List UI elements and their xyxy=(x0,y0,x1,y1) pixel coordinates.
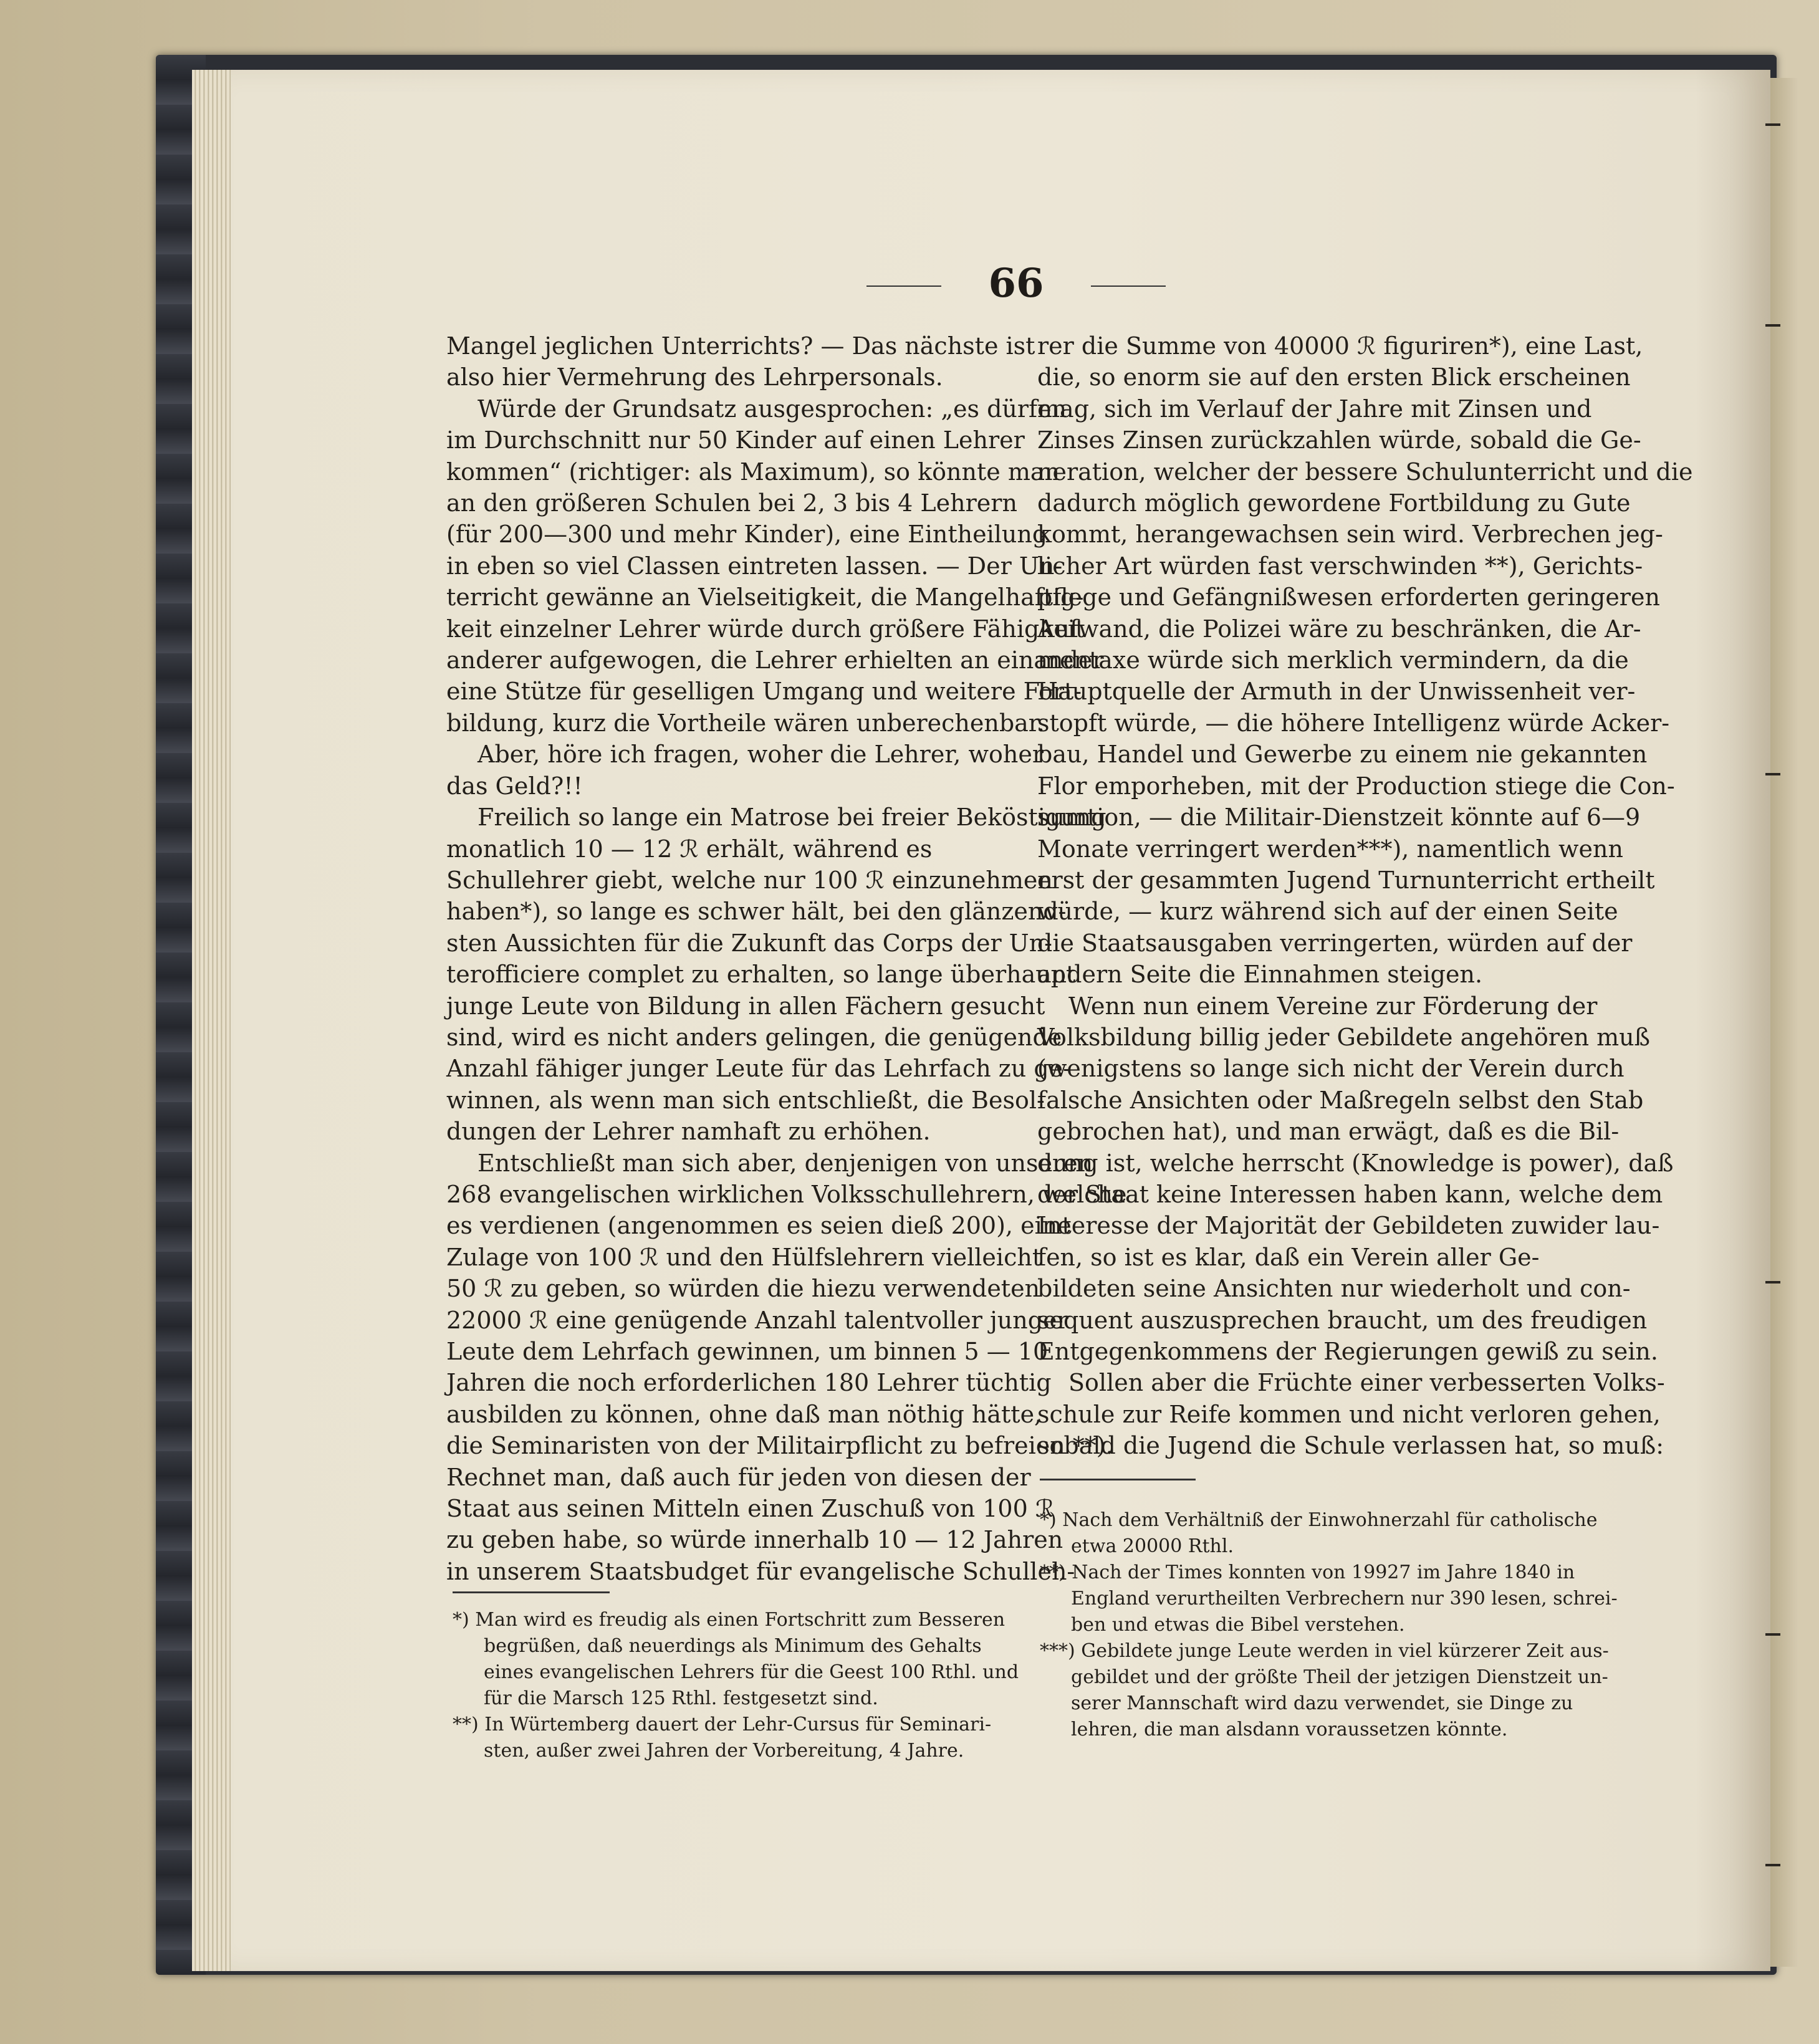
text-line: würde, — kurz während sich auf der einen Seite xyxy=(1037,898,1618,926)
edge-mark xyxy=(1765,1864,1780,1866)
text-line: terofficiere complet zu erhalten, so lange überhaupt xyxy=(446,961,1076,989)
footnote-line: *) Nach dem Verhältniß der Einwohnerzahl für catholische xyxy=(1040,1509,1598,1531)
text-line: dung ist, welche herrscht (Knowledge is power), daß xyxy=(1037,1149,1674,1177)
text-line: Volksbildung billig jeder Gebildete angehören muß xyxy=(1037,1023,1651,1051)
text-line: sobald die Jugend die Schule verlassen hat, so muß: xyxy=(1037,1432,1664,1460)
facing-page-edge xyxy=(1770,78,1798,1967)
text-line: eine Stütze für geselligen Umgang und weitere Fort- xyxy=(446,678,1082,706)
text-line: rer die Summe von 40000 ℛ figuriren*), eine Last, xyxy=(1037,332,1643,360)
left-footnotes xyxy=(453,1607,1019,1764)
text-line: sequent auszusprechen braucht, um des freudigen xyxy=(1037,1306,1648,1334)
text-line: Leute dem Lehrfach gewinnen, um binnen 5 — 10 xyxy=(446,1338,1049,1365)
text-line: bildung, kurz die Vortheile wären unberechenbar. xyxy=(446,709,1045,737)
text-line: Schullehrer giebt, welche nur 100 ℛ einzunehmen xyxy=(446,866,1053,894)
text-line: gebrochen hat), und man erwägt, daß es die Bil- xyxy=(1037,1118,1620,1146)
text-line: (wenigstens so lange sich nicht der Verein durch xyxy=(1037,1055,1625,1083)
text-line: Entschließt man sich aber, denjenigen von unseren xyxy=(478,1149,1093,1177)
footnote-line: ben und etwas die Bibel verstehen. xyxy=(1071,1614,1405,1636)
text-line: Wenn nun einem Vereine zur Förderung der xyxy=(1068,992,1598,1020)
edge-mark xyxy=(1765,324,1780,327)
text-line: Aber, höre ich fragen, woher die Lehrer, woher xyxy=(478,741,1044,769)
edge-mark xyxy=(1765,773,1780,775)
footnote-line: sten, außer zwei Jahren der Vorbereitung, 4 Jahre. xyxy=(484,1740,964,1762)
right-footnote-rule xyxy=(1040,1479,1196,1480)
text-line: zu geben habe, so würde innerhalb 10 — 12 Jahren xyxy=(446,1526,1063,1554)
text-line: Hauptquelle der Armuth in der Unwissenheit ver- xyxy=(1037,678,1636,706)
header-rule-right xyxy=(1091,285,1166,287)
left-text-column xyxy=(446,330,1127,1587)
text-line: Rechnet man, daß auch für jeden von diesen der xyxy=(446,1463,1031,1491)
text-line: in unserem Staatsbudget für evangelische Schulleh- xyxy=(446,1557,1075,1585)
footnote-line: England verurtheilten Verbrechern nur 390 lesen, schrei- xyxy=(1071,1588,1618,1610)
edge-mark xyxy=(1765,123,1780,126)
right-text-column xyxy=(1037,330,1693,1462)
text-line: an den größeren Schulen bei 2, 3 bis 4 Lehrern xyxy=(446,489,1017,517)
footnote-line: begrüßen, daß neuerdings als Minimum des Gehalts xyxy=(484,1635,982,1657)
gutter-shadow xyxy=(1696,70,1770,1971)
edge-mark xyxy=(1765,1281,1780,1283)
edge-mark xyxy=(1765,1633,1780,1636)
footnote-line: serer Mannschaft wird dazu verwendet, sie Dinge zu xyxy=(1071,1692,1573,1714)
text-line: kommt, herangewachsen sein wird. Verbrechen jeg- xyxy=(1037,521,1663,549)
text-line: ausbilden zu können, ohne daß man nöthig hätte, xyxy=(446,1400,1042,1428)
text-line: die Staatsausgaben verringerten, würden auf der xyxy=(1037,929,1633,957)
text-line: im Durchschnitt nur 50 Kinder auf einen Lehrer xyxy=(446,426,1025,454)
footnote-line: gebildet und der größte Theil der jetzigen Dienstzeit un- xyxy=(1071,1666,1608,1688)
text-line: schule zur Reife kommen und nicht verloren gehen, xyxy=(1037,1400,1661,1428)
text-line: der Staat keine Interessen haben kann, welche dem xyxy=(1037,1180,1663,1208)
text-line: Jahren die noch erforderlichen 180 Lehrer tüchtig xyxy=(446,1369,1052,1397)
page-edges xyxy=(192,70,236,1971)
text-line: haben*), so lange es schwer hält, bei den glänzend- xyxy=(446,898,1067,926)
footnote-line: etwa 20000 Rthl. xyxy=(1071,1535,1234,1557)
text-line: winnen, als wenn man sich entschließt, die Besol- xyxy=(446,1086,1045,1114)
text-line: junge Leute von Bildung in allen Fächern gesucht xyxy=(446,992,1045,1020)
text-line: sumtion, — die Militair-Dienstzeit könnte auf 6—9 xyxy=(1037,804,1641,832)
text-line: licher Art würden fast verschwinden **), Gerichts- xyxy=(1037,552,1643,580)
text-line: dadurch möglich gewordene Fortbildung zu Gute xyxy=(1037,489,1631,517)
page-header xyxy=(866,262,1166,305)
page-number: 66 xyxy=(988,260,1044,307)
text-line: sind, wird es nicht anders gelingen, die genügende xyxy=(446,1023,1062,1051)
text-line: keit einzelner Lehrer würde durch größere Fähigkeit xyxy=(446,615,1085,643)
left-footnote-rule xyxy=(453,1591,610,1593)
text-line: Aufwand, die Polizei wäre zu beschränken, die Ar- xyxy=(1037,615,1641,643)
text-line: Anzahl fähiger junger Leute für das Lehrfach zu ge- xyxy=(446,1055,1072,1083)
text-line: mentaxe würde sich merklich vermindern, da die xyxy=(1037,646,1629,674)
text-line: in eben so viel Classen eintreten lassen. — Der Un- xyxy=(446,552,1063,580)
text-line: 268 evangelischen wirklichen Volksschullehrern, welche xyxy=(446,1180,1127,1208)
footnote-line: lehren, die man alsdann voraussetzen könnte. xyxy=(1071,1719,1508,1740)
text-line: das Geld?!! xyxy=(446,772,583,800)
footnote-line: *) Man wird es freudig als einen Fortschritt zum Besseren xyxy=(453,1609,1005,1631)
text-line: sten Aussichten für die Zukunft das Corps der Un- xyxy=(446,929,1053,957)
text-line: (für 200—300 und mehr Kinder), eine Eintheilung xyxy=(446,521,1048,549)
text-line: Zulage von 100 ℛ und den Hülfslehrern vielleicht xyxy=(446,1243,1042,1271)
footnote-line: eines evangelischen Lehrers für die Geest 100 Rthl. und xyxy=(484,1661,1019,1683)
text-line: die, so enorm sie auf den ersten Blick erscheinen xyxy=(1037,363,1631,391)
footnote-line: für die Marsch 125 Rthl. festgesetzt sind. xyxy=(484,1687,878,1709)
text-line: mag, sich im Verlauf der Jahre mit Zinsen und xyxy=(1037,395,1592,423)
text-line: stopft würde, — die höhere Intelligenz würde Acker- xyxy=(1037,709,1670,737)
text-line: Sollen aber die Früchte einer verbesserten Volks- xyxy=(1068,1369,1665,1397)
text-line: Monate verringert werden***), namentlich wenn xyxy=(1037,835,1623,863)
text-line: erst der gesammten Jugend Turnunterricht ertheilt xyxy=(1037,866,1655,894)
text-line: anderer aufgewogen, die Lehrer erhielten an einander xyxy=(446,646,1104,674)
text-line: die Seminaristen von der Militairpflicht zu befreien **). xyxy=(446,1432,1113,1460)
text-line: 50 ℛ zu geben, so würden die hiezu verwendeten xyxy=(446,1275,1040,1303)
text-line: pflege und Gefängnißwesen erforderten geringeren xyxy=(1037,583,1660,612)
text-line: Würde der Grundsatz ausgesprochen: „es dürfen xyxy=(478,395,1067,423)
footnote-line: **) In Würtemberg dauert der Lehr-Cursus für Seminari- xyxy=(453,1714,992,1735)
text-line: fen, so ist es klar, daß ein Verein aller Ge- xyxy=(1037,1243,1540,1271)
text-line: dungen der Lehrer namhaft zu erhöhen. xyxy=(446,1118,931,1146)
text-line: Interesse der Majorität der Gebildeten zuwider lau- xyxy=(1037,1212,1660,1240)
text-line: kommen“ (richtiger: als Maximum), so könnte man xyxy=(446,458,1060,486)
text-line: Staat aus seinen Mitteln einen Zuschuß von 100 ℛ xyxy=(446,1495,1055,1523)
text-line: neration, welcher der bessere Schulunterricht und die xyxy=(1037,458,1693,486)
text-line: also hier Vermehrung des Lehrpersonals. xyxy=(446,363,943,391)
text-line: es verdienen (angenommen es seien dieß 200), eine xyxy=(446,1212,1072,1240)
text-line: bau, Handel und Gewerbe zu einem nie gekannten xyxy=(1037,741,1648,769)
text-line: Zinses Zinsen zurückzahlen würde, sobald die Ge- xyxy=(1037,426,1641,454)
text-line: Flor emporheben, mit der Production stiege die Con- xyxy=(1037,772,1675,800)
text-line: terricht gewänne an Vielseitigkeit, die Mangelhaftig- xyxy=(446,583,1084,612)
text-line: Entgegenkommens der Regierungen gewiß zu sein. xyxy=(1037,1338,1658,1365)
footnote-line: ***) Gebildete junge Leute werden in viel kürzerer Zeit aus- xyxy=(1040,1640,1609,1662)
right-footnotes xyxy=(1040,1507,1618,1743)
text-line: Mangel jeglichen Unterrichts? — Das nächste ist xyxy=(446,332,1035,360)
text-line: falsche Ansichten oder Maßregeln selbst den Stab xyxy=(1037,1086,1644,1114)
footnote-line: **) Nach der Times konnten von 19927 im Jahre 1840 in xyxy=(1040,1562,1575,1583)
text-line: monatlich 10 — 12 ℛ erhält, während es xyxy=(446,835,933,863)
text-line: 22000 ℛ eine genügende Anzahl talentvoller junger xyxy=(446,1306,1068,1334)
text-line: bildeten seine Ansichten nur wiederholt und con- xyxy=(1037,1275,1631,1303)
text-line: Freilich so lange ein Matrose bei freier Beköstigung xyxy=(478,804,1106,832)
text-line: andern Seite die Einnahmen steigen. xyxy=(1037,961,1483,989)
